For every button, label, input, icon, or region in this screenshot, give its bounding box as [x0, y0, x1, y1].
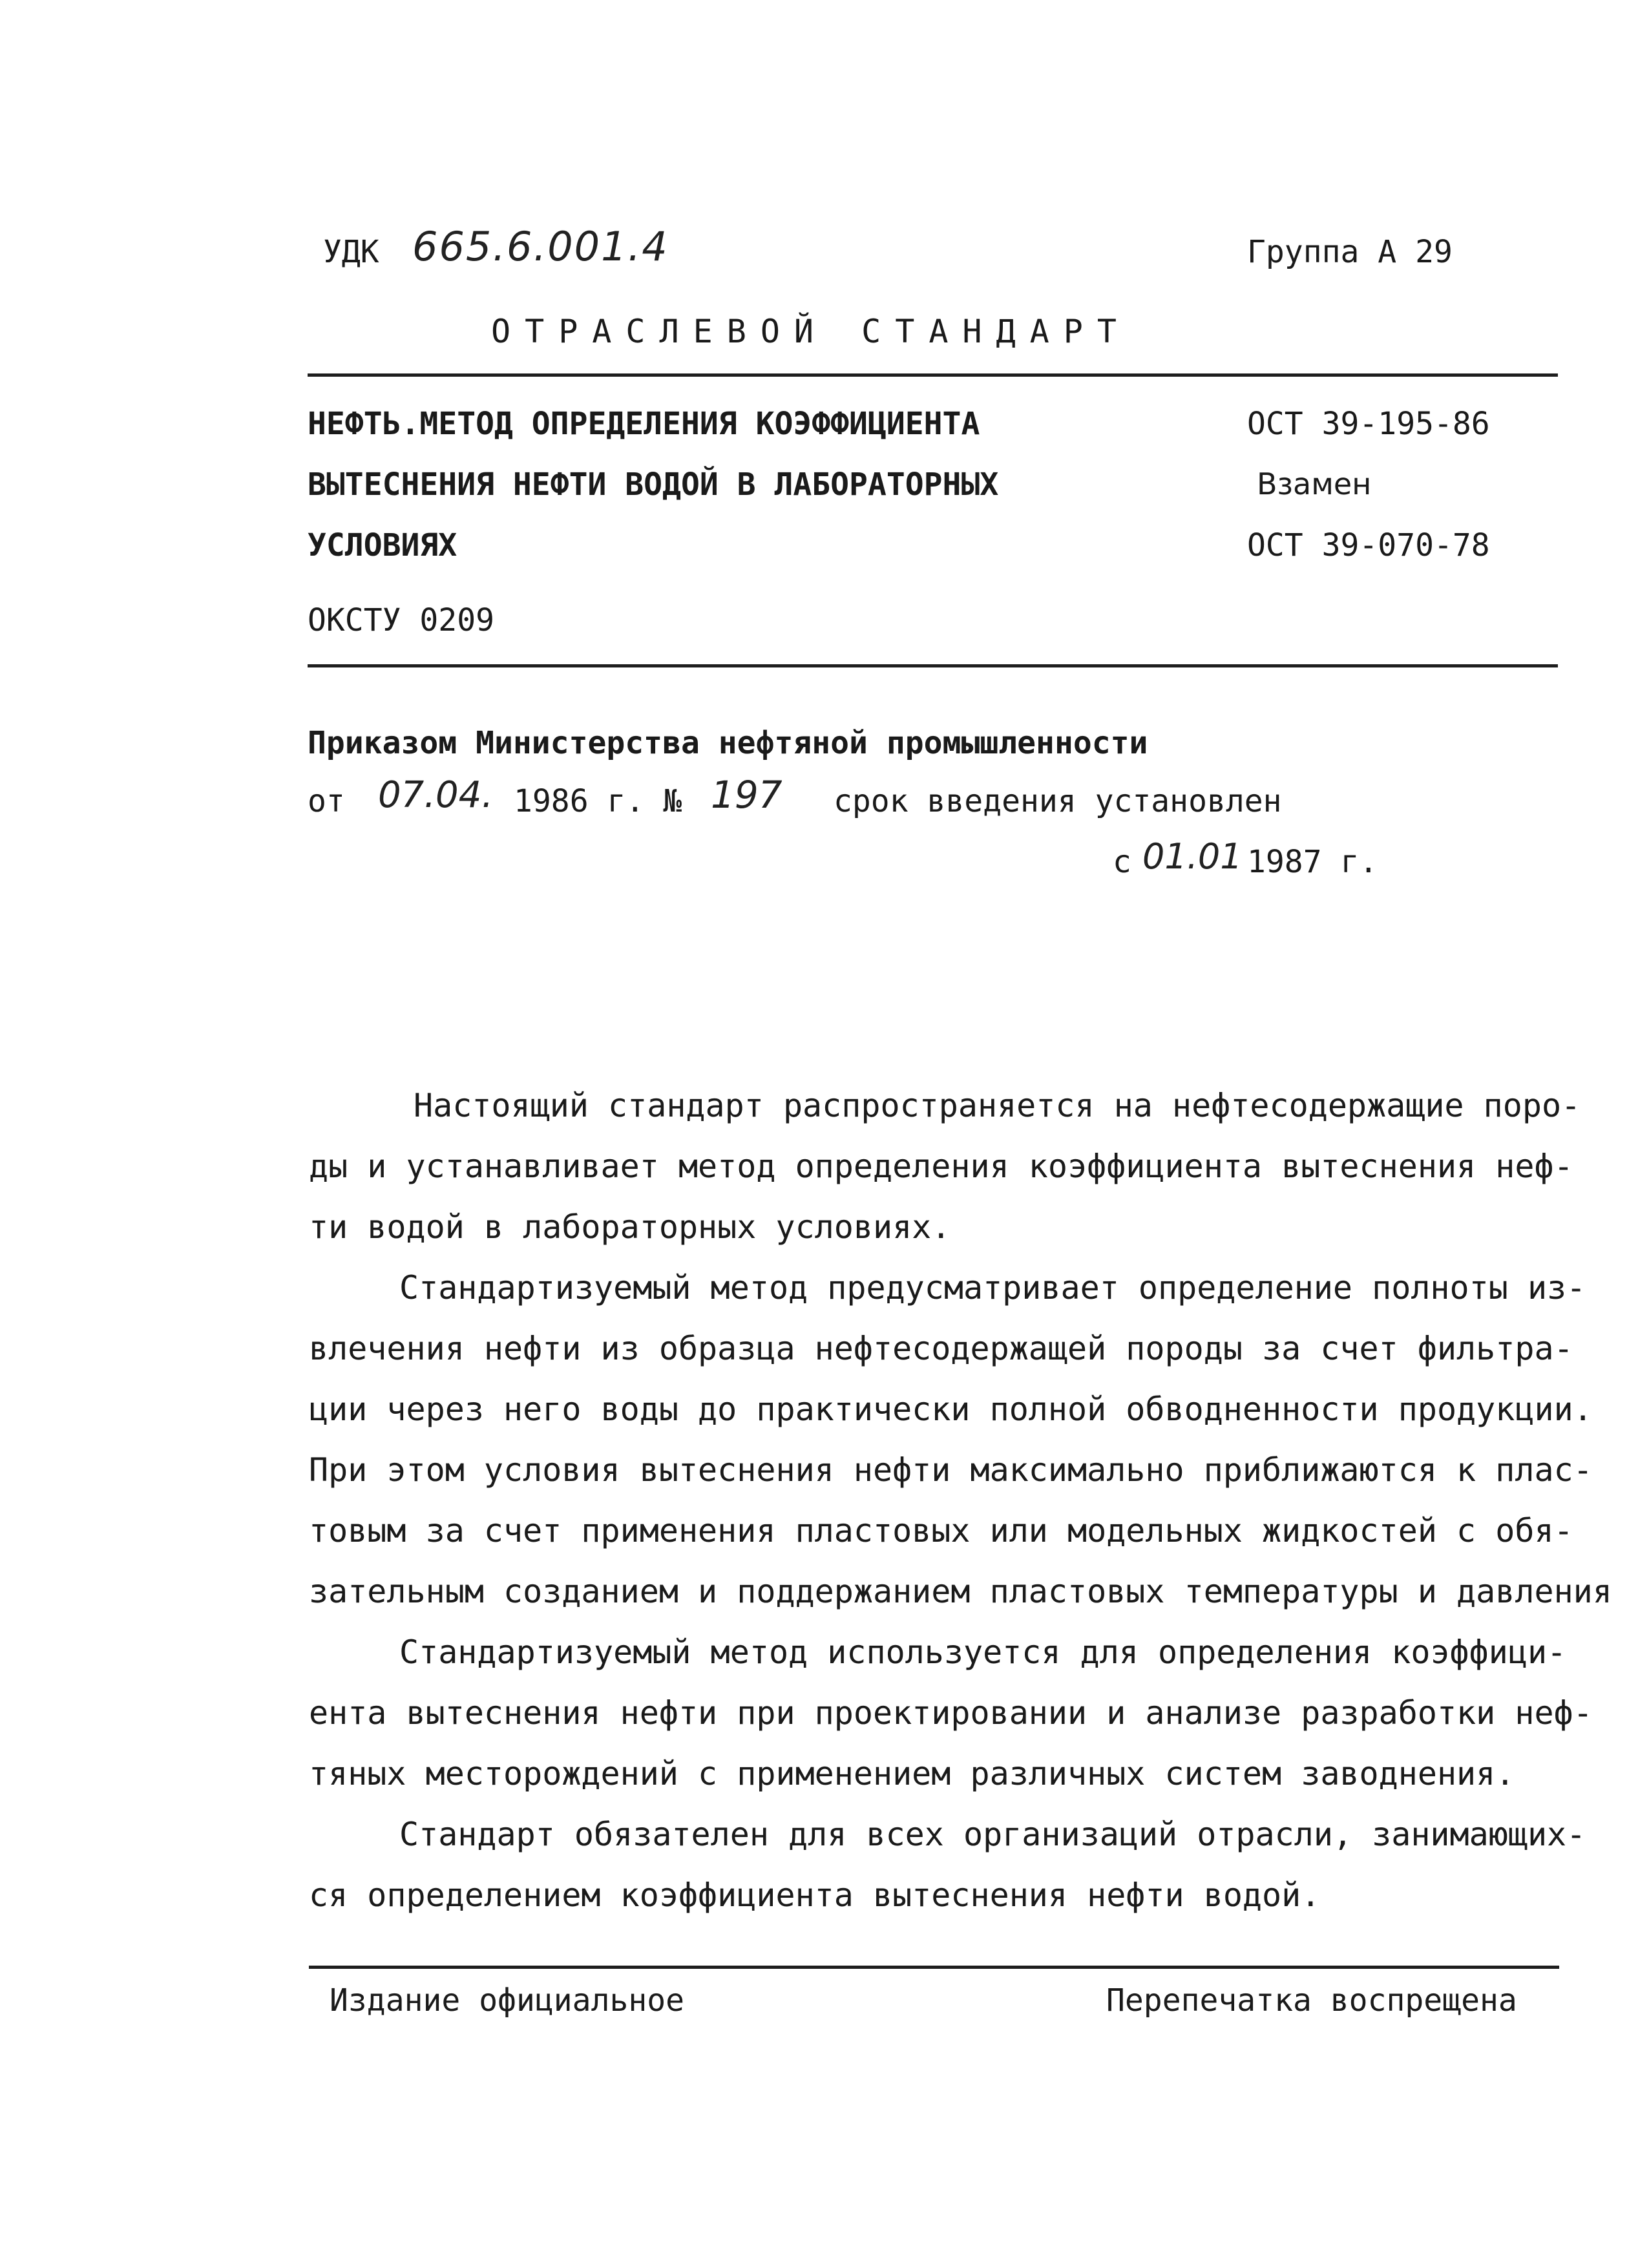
- paragraph-3-line-3: тяных месторождений с применением различных систем заводнения.: [309, 1755, 1515, 1792]
- paragraph-4-line-2: ся определением коэффициента вытеснения нефти водой.: [309, 1876, 1321, 1914]
- paragraph-1-line-2: ды и устанавливает метод определения коэффициента вытеснения неф-: [309, 1148, 1573, 1185]
- okstu-code: ОКСТУ 0209: [308, 602, 494, 638]
- paragraph-2-line-4: При этом условия вытеснения нефти максимально приближаются к плас-: [309, 1451, 1593, 1489]
- order-date-handwritten: 07.04.: [378, 774, 494, 816]
- order-term-text: срок введения установлен: [834, 783, 1282, 819]
- footer-rule: [309, 1966, 1559, 1969]
- paragraph-4-line-1: Стандарт обязателен для всех организаций отрасли, занимающих-: [399, 1816, 1586, 1853]
- order-line-1: Приказом Министерства нефтяной промышленности: [308, 725, 1148, 761]
- replaced-standard-number: ОСТ 39-070-78: [1247, 527, 1490, 563]
- order-since-date-handwritten: 01.01: [1142, 836, 1243, 877]
- group-code: Группа А 29: [1247, 234, 1453, 270]
- order-since-label: с: [1113, 844, 1131, 880]
- footer-official-edition: Издание официальное: [330, 1982, 685, 2019]
- paragraph-1-line-3: ти водой в лабораторных условиях.: [309, 1208, 951, 1246]
- standard-number: ОСТ 39-195-86: [1247, 406, 1490, 442]
- title-line-2: ВЫТЕСНЕНИЯ НЕФТИ ВОДОЙ В ЛАБОРАТОРНЫХ: [308, 467, 999, 503]
- title-line-1: НЕФТЬ.МЕТОД ОПРЕДЕЛЕНИЯ КОЭФФИЦИЕНТА: [308, 406, 980, 442]
- order-year-number-label: 1986 г. №: [514, 783, 682, 819]
- order-since-year: 1987 г.: [1247, 844, 1378, 880]
- middle-rule: [308, 664, 1558, 667]
- paragraph-1-line-1: Настоящий стандарт распространяется на нефтесодержащие поро-: [414, 1087, 1581, 1124]
- paragraph-2-line-6: зательным созданием и поддержанием пластовых температуры и давления: [309, 1573, 1612, 1610]
- footer-reprint-prohibited: Перепечатка воспрещена: [1106, 1982, 1517, 2019]
- paragraph-2-line-1: Стандартизуемый метод предусматривает определение полноты из-: [399, 1269, 1586, 1307]
- paragraph-3-line-2: ента вытеснения нефти при проектировании и анализе разработки неф-: [309, 1694, 1593, 1732]
- document-heading: ОТРАСЛЕВОЙ СТАНДАРТ: [491, 313, 1131, 350]
- paragraph-2-line-2: влечения нефти из образца нефтесодержащей породы за счет фильтра-: [309, 1330, 1573, 1367]
- paragraph-2-line-3: ции через него воды до практически полной обводненности продукции.: [309, 1391, 1593, 1428]
- paragraph-2-line-5: товым за счет применения пластовых или модельных жидкостей с обя-: [309, 1512, 1573, 1549]
- title-line-3: УСЛОВИЯХ: [308, 527, 457, 563]
- udk-label: УДК: [323, 234, 379, 270]
- paragraph-3-line-1: Стандартизуемый метод используется для определения коэффици-: [399, 1633, 1567, 1671]
- udk-handwritten-value: 665.6.001.4: [412, 223, 669, 270]
- top-rule: [308, 373, 1558, 377]
- order-from-label: от: [308, 783, 345, 819]
- replaces-label: Взамен: [1257, 467, 1372, 501]
- order-number-handwritten: 197: [711, 773, 782, 817]
